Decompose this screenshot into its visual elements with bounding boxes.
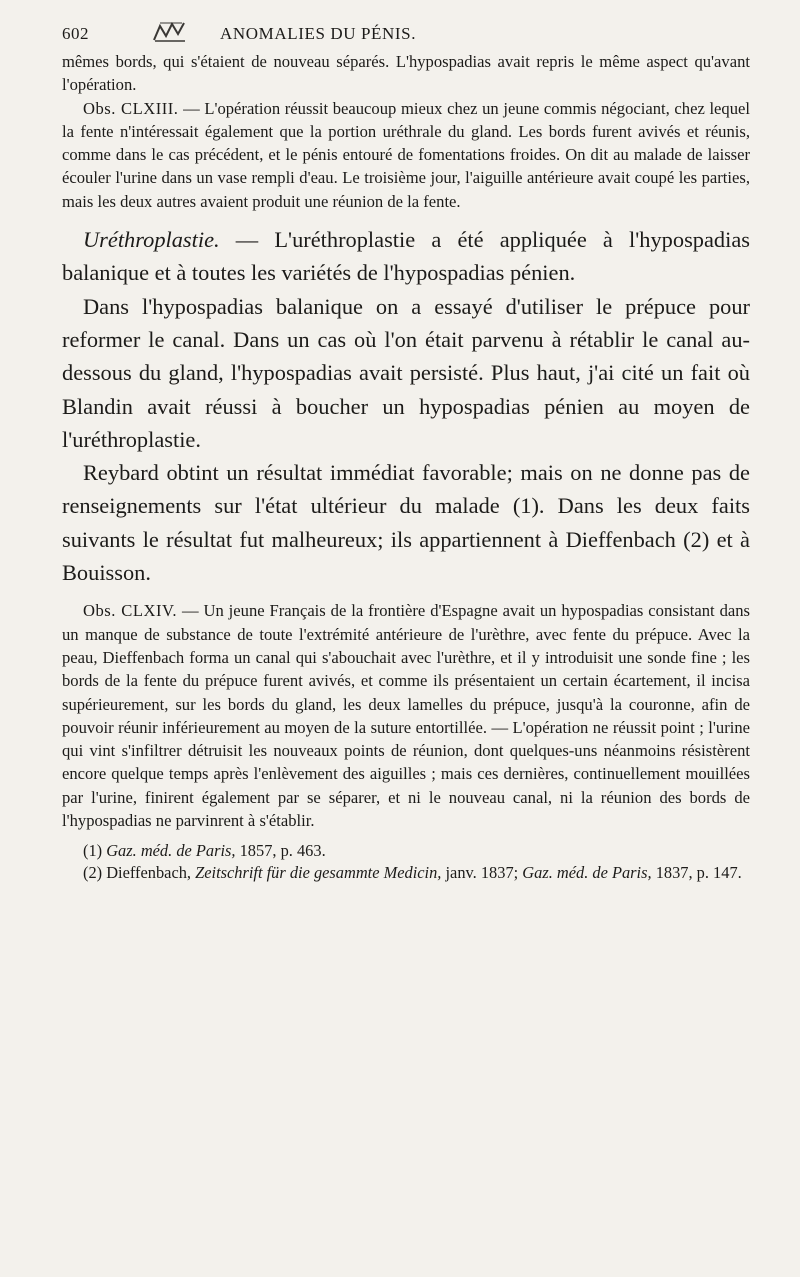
page-number: 602 (62, 24, 89, 43)
observation-text: — L'opération réussit beaucoup mieux chez un jeune commis négociant, chez lequel la fente n'intéressait également que la portion uréthrale du gland. Les bords furent avivés et réunis, comme dans le cas précédent, et le pénis entouré de fomentations froides. On dit au malade de laisser écouler l'urine dans un vase rempli d'eau. Le troisième jour, l'aiguille antérieure avait coupé les parties, mais les deux autres avaient produit une réunion de la fente. (62, 98, 750, 211)
observation-clxiii (62, 97, 750, 213)
footnote-1: (1) Gaz. méd. de Paris, 1857, p. 463. (83, 841, 326, 861)
running-title: ANOMALIES DU PÉNIS. (220, 24, 417, 43)
observation-clxiv (62, 599, 750, 832)
footnote-2: (2) Dieffenbach, Zeitschrift für die gesammte Medicin, janv. 1837; Gaz. méd. de Paris, 1837, p. 147. (83, 863, 742, 883)
paragraph-continued: mêmes bords, qui s'étaient de nouveau séparés. L'hypospadias avait repris le même aspect qu'avant l'opération. (62, 52, 750, 95)
footnotes (62, 840, 750, 884)
running-head (62, 16, 750, 46)
section-paragraph-2: Dans l'hypospadias balanique on a essayé d'utiliser le prépuce pour reformer le canal. Dans un cas où l'on était parvenu à rétablir le canal au-dessous du gland, l'hypospadias avait persisté. Plus haut, j'ai cité un fait où Blandin avait réussi à boucher un hypospadias pénien au moyen de l'uréthroplastie. (62, 293, 750, 452)
observation-text: — Un jeune Français de la frontière d'Espagne avait un hypospadias consistant dans un manque de substance de toute l'extrémité antérieure de l'urèthre, avec fente du prépuce. Avec la peau, Dieffenbach forma un canal qui s'abouchait avec l'urèthre, et il y introduisit une sonde fine ; les bords de la fente du prépuce furent avivés, et comme ils présentaient un certain écartement, il incisa supérieurement, sur les bords du gland, les deux lamelles du prépuce, jusqu'à la couronne, afin de pouvoir réunir inférieurement au moyen de la suture entortillée. — L'opération ne réussit point ; l'urine qui vint s'infiltrer détruisit les nouveaux points de réunion, dont quelques-uns néanmoins résistèrent encore quelque temps après l'enlèvement des aiguilles ; mais ces dernières, continuellement mouillées par l'urine, finirent également par se séparer, et ni le nouveau canal, ni la réunion des bords de l'hypospadias ne parvinrent à s'établir. (62, 601, 751, 831)
section-intro-text: — L'uréthroplastie a été appliquée à l'hypospadias balanique et à toutes les variétés de l'hypospadias pénien. (62, 227, 750, 286)
book-page (62, 16, 750, 884)
section-title: Uréthroplastie. (83, 227, 220, 253)
ornament-icon (152, 20, 188, 42)
observation-heading: Obs. CLXIII. (83, 98, 179, 118)
observation-heading: Obs. CLXIV. (83, 601, 178, 621)
section-intro (62, 223, 750, 290)
section-paragraph-3: Reybard obtint un résultat immédiat favorable; mais on ne donne pas de renseignements sur l'état ultérieur du malade (1). Dans les deux faits suivants le résultat fut malheureux; ils appartiennent à Dieffenbach (2) et à Bouisson. (62, 460, 750, 586)
